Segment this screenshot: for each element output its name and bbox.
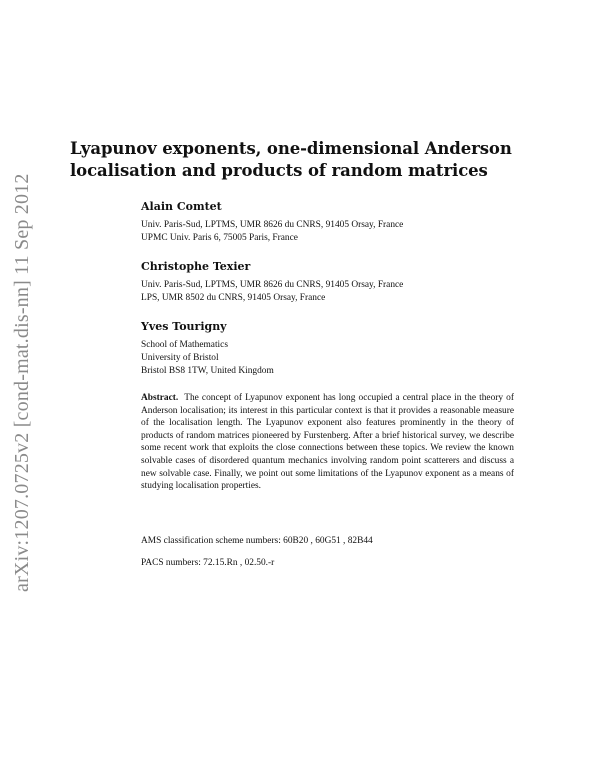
pacs-numbers: PACS numbers: 72.15.Rn , 02.50.-r <box>141 558 275 568</box>
author-name: Alain Comtet <box>141 200 222 213</box>
author-affiliation: Univ. Paris-Sud, LPTMS, UMR 8626 du CNRS, 91405 Orsay, France <box>141 220 404 230</box>
abstract-text: The concept of Lyapunov exponent has long occupied a central place in the theory of Anderson localisation; its interest in this particular context is that it provides a reasonable measure of the localisation length. The Lyapunov exponent also features prominently in the theory of products of random matrices pioneered by Furstenberg. After a brief historical survey, we describe some recent work that exploits the close connections between these topics. We review the known solvable cases of disordered quantum mechanics involving random point scatterers and discuss a new solvable case. Finally, we point out some limitations of the Lyapunov exponent as a means of studying localisation properties. <box>141 393 514 492</box>
author-affiliation: Univ. Paris-Sud, LPTMS, UMR 8626 du CNRS, 91405 Orsay, France <box>141 280 404 290</box>
paper-title <box>70 138 540 182</box>
abstract <box>141 392 514 493</box>
author-affiliation: LPS, UMR 8502 du CNRS, 91405 Orsay, France <box>141 293 326 303</box>
ams-classification: AMS classification scheme numbers: 60B20 , 60G51 , 82B44 <box>141 536 373 546</box>
paper-title-line-1: Lyapunov exponents, one-dimensional Anderson <box>70 139 512 158</box>
author-block-comtet <box>141 200 521 245</box>
paper-title-line-2: localisation and products of random matrices <box>70 161 488 180</box>
author-block-texier <box>141 260 521 305</box>
author-affiliation: School of Mathematics <box>141 340 228 350</box>
author-name: Christophe Texier <box>141 260 251 273</box>
author-block-tourigny <box>141 320 521 378</box>
abstract-label: Abstract. <box>141 393 179 403</box>
author-affiliation: Bristol BS8 1TW, United Kingdom <box>141 366 274 376</box>
author-affiliation: UPMC Univ. Paris 6, 75005 Paris, France <box>141 233 298 243</box>
author-affiliation: University of Bristol <box>141 353 219 363</box>
author-name: Yves Tourigny <box>141 320 227 333</box>
arxiv-identifier-stamp: arXiv:1207.0725v2 [cond-mat.dis-nn] 11 Sep 2012 <box>11 173 33 592</box>
